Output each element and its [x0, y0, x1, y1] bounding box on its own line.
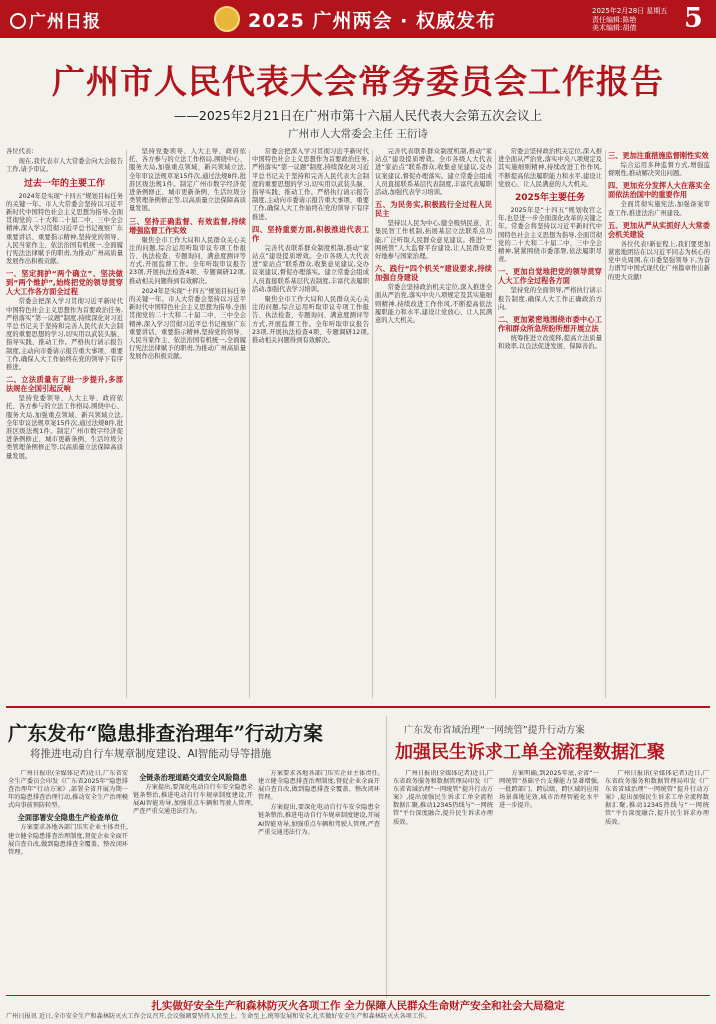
column-divider: [126, 150, 127, 698]
editor-credit: 责任编辑:陈艳: [592, 15, 637, 24]
greeting: 各位代表:: [6, 148, 34, 155]
bottom-story-title: 扎实做好安全生产和森林防灭火各项工作 全力保障人民群众生命财产安全和社会大局稳定: [151, 1000, 565, 1012]
body-paragraph: 方案提出,要深化电动自行车安全隐患全链条整治,推进电动自行车规章制度建设,开展AI智能劝导,加强重点车辆和驾驶人管理,严查严重交通违法行为。: [133, 784, 253, 816]
body-paragraph: 2025年是“十四五”规划收官之年,也是进一步全面深化改革的关键之年。常委会将坚持以习近平新时代中国特色社会主义思想为指导,全面贯彻党的二十大和二十届二中、三中全会精神,紧紧围绕市委部署,依法履职尽责。: [498, 207, 602, 264]
body-paragraph: 聚焦全市工作大局和人民群众关心关注的问题,综合运用听取审议专项工作报告、执法检查、专题询问、满意度测评等方式,开展监督工作。全年听取审议报告23项,开展执法检查4项、专题调研12项,推动相关问题得到有效解决。: [129, 236, 246, 285]
body-paragraph: 广州日报讯(全媒体记者)近日,广东省安全生产委员会印发《广东省2025年“隐患排查治理年”行动方案》,部署全省开展为期一年的隐患排查治理行动,推动安全生产治理模式向事前预防转型。: [8, 770, 128, 810]
story-left-column-2: [133, 770, 253, 995]
report-column-6: [608, 148, 710, 701]
body-paragraph: 综合运用多种监督方式,增强监督刚性,推动解决突出问题。: [608, 162, 710, 178]
story-left-column-3: [258, 770, 380, 995]
story-left-column-1: [8, 770, 128, 995]
subsection-heading: 四、坚持重要方面,积极推进代表工作: [252, 224, 369, 243]
designer-credit: 美术编辑:胡倩: [592, 24, 637, 32]
body-paragraph: 常委会坚持政治机关定位,深入推进全面从严治党,落实中央八项规定及其实施细则精神,持续改进工作作风,不断提高依法履职能力和水平,建设让党放心、让人民满意的人大机关。: [375, 284, 492, 325]
report-column-5: [498, 148, 602, 701]
masthead: [0, 0, 716, 38]
story-right-column-1: [393, 770, 493, 995]
subsection-heading: 五、更加从严从实抓好人大常委会机关建设: [608, 220, 710, 239]
emblem-icon: [214, 6, 240, 32]
report-column-2: [129, 148, 246, 701]
intro-paragraph: 现在,我代表市人大常委会向大会报告工作,请予审议。: [6, 158, 123, 174]
story-left-title: 广东发布“隐患排查治理年”行动方案: [8, 722, 323, 745]
bottom-story-text: 广州日报讯 近日,全市安全生产和森林防灭火工作会议召开,会议强调要坚持人民至上、生命至上,统筹发展和安全,扎实做好安全生产和森林防灭火各项工作。: [6, 1013, 431, 1020]
body-paragraph: 广州日报讯(全媒体记者)近日,广东省政务服务和数据管理局印发《广东省省域治理“一网统管”提升行动方案》,提出加强民生诉求工单全流程数据汇聚,推动12345热线与“一网统管”平台深度融合,提升民生诉求办理质效。: [605, 770, 709, 826]
column-divider: [249, 150, 250, 698]
subsection-heading: 三、坚持正确监督、有效监督,持续增强监督工作实效: [129, 216, 246, 235]
body-paragraph: 常委会把深入学习贯彻习近平新时代中国特色社会主义思想作为首要政治任务,严格落实“第一议题”制度,持续深化对习近平总书记关于坚持和完善人民代表大会制度的重要思想的学习,切实用以武装头脑、指导实践、推动工作。严格执行请示报告制度,主动向市委请示报告重大事项、重要工作,确保人大工作始终在党的领导下有序推进。: [252, 148, 369, 221]
story-right-kicker: 广东发布省域治理“一网统管”提升行动方案: [404, 725, 585, 736]
subsection-heading: 全面部署安全隐患生产检查单位: [17, 813, 119, 823]
subsection-heading: 二、立法质量有了进一步提升,多部法规在全国引起反响: [6, 375, 123, 394]
logo-icon: [10, 13, 26, 29]
body-paragraph: 坚持党委领导、人大主导、政府依托、各方参与的立法工作格局,围绕中心、服务大局,加强重点领域、新兴领域立法,全年审议法规草案15件次,通过法规8件,批准区级法规1件。制定广州市数字经济促进条例修正、城市更新条例、生活垃圾分类管理条例修正等,以高质量立法保障高质量发展。: [129, 148, 246, 213]
body-paragraph: 常委会把深入学习贯彻习近平新时代中国特色社会主义思想作为首要政治任务,严格落实“第一议题”制度,持续深化对习近平总书记关于坚持和完善人民代表大会制度的重要思想的学习,切实用以武装头脑、指导实践、推动工作。严格执行请示报告制度,主动向市委请示报告重大事项、重要工作,确保人大工作始终在党的领导下有序推进。: [6, 298, 123, 372]
section-banner: 2025 广州两会 · 权威发布: [248, 10, 496, 32]
body-paragraph: 聚焦全市工作大局和人民群众关心关注的问题,综合运用听取审议专项工作报告、执法检查、专题询问、满意度测评等方式,开展监督工作。全年听取审议报告23项,开展执法检查4项、专题调研12项,推动相关问题得到有效解决。: [252, 296, 369, 345]
issue-meta: [592, 7, 667, 33]
body-paragraph: 坚持党的全面领导,严格执行请示报告制度,确保人大工作正确政治方向。: [498, 287, 602, 311]
report-column-1: [6, 148, 123, 701]
body-paragraph: 各位代表!新征程上,我们要更加紧密地团结在以习近平同志为核心的党中央周围,在市委坚强领导下,为奋力谱写中国式现代化广州篇章作出新的更大贡献!: [608, 240, 710, 281]
report-column-3: [252, 148, 369, 701]
body-paragraph: 全面贯彻实施宪法,加强备案审查工作,推进法治广州建设。: [608, 201, 710, 217]
report-byline: 广州市人大常委会主任 王衍诗: [288, 128, 428, 140]
story-left-subtitle: 将推进电动自行车规章制度建设、AI智能动导等措施: [30, 748, 272, 760]
body-paragraph: 方案提出,要深化电动自行车安全隐患全链条整治,推进电动自行车规章制度建设,开展AI智能劝导,加强重点车辆和驾驶人管理,严查严重交通违法行为。: [258, 804, 380, 836]
body-paragraph: 方案要求各地各部门压实企业主体责任,建立健全隐患排查治理制度,督促企业全面开展自查自改,做到隐患排查全覆盖、整改闭环管理。: [8, 824, 128, 856]
section-heading: 2025年主要任务: [514, 193, 586, 204]
column-divider: [605, 150, 606, 698]
body-paragraph: 完善代表联系群众制度机制,推动“家站点”建设提质增效。全市各级人大代表进“家站点”联系群众,收集意见建议,交办议案建议,督促办理落实。建立常委会组成人员直接联系基层代表制度,丰富代表履职活动,加强代表学习培训。: [252, 244, 369, 293]
story-right-column-2: [499, 770, 599, 995]
story-divider: [386, 716, 387, 998]
subsection-heading: 三、更加注重措施监督刚性实效: [608, 151, 709, 160]
subsection-heading: 全链条治理道路交通安全风险隐患: [139, 773, 247, 782]
body-paragraph: 完善代表联系群众制度机制,推动“家站点”建设提质增效。全市各级人大代表进“家站点”联系群众,收集意见建议,交办议案建议,督促办理落实。建立常委会组成人员直接联系基层代表制度,丰富代表履职活动,加强代表学习培训。: [375, 148, 492, 197]
section-heading: 过去一年的主要工作: [23, 178, 105, 189]
issue-date: 2025年2月28日: [592, 7, 645, 15]
body-paragraph: 方案要求各地各部门压实企业主体责任,建立健全隐患排查治理制度,督促企业全面开展自查自改,做到隐患排查全覆盖、整改闭环管理。: [258, 770, 380, 802]
story-right-column-3: [605, 770, 709, 995]
subsection-heading: 五、为民务实,积极践行全过程人民民主: [375, 200, 492, 219]
report-column-4: [375, 148, 492, 701]
bottom-rule: [6, 995, 710, 996]
body-paragraph: 2024年是实现“十四五”规划目标任务的关键一年。市人大常委会坚持以习近平新时代中国特色社会主义思想为指导,全面贯彻党的二十大和二十届二中、三中全会精神,深入学习贯彻习近平总书记视察广东重要讲话、重要指示精神,坚持党的领导、人民当家作主、依法治国有机统一,全面履行宪法法律赋予的职责,为推动广州高质量发展作出积极贡献。: [129, 287, 246, 361]
body-paragraph: 统筹推进立改废释,提高立法质量和效率,以良法促进发展、保障善治。: [498, 335, 602, 351]
section-rule: [6, 706, 710, 708]
issue-weekday: 星期五: [646, 7, 668, 15]
report-headline: 广州市人民代表大会常务委员会工作报告: [52, 62, 664, 101]
subsection-heading: 六、践行“四个机关”建设要求,持续加强自身建设: [375, 264, 492, 283]
column-divider: [372, 150, 373, 698]
column-divider: [495, 150, 496, 698]
body-paragraph: 坚持党委领导、人大主导、政府依托、各方参与的立法工作格局,围绕中心、服务大局,加强重点领域、新兴领域立法,全年审议法规草案15件次,通过法规8件,批准区级法规1件。制定广州市数字经济促进条例修正、城市更新条例、生活垃圾分类管理条例修正等,以高质量立法保障高质量发展。: [6, 395, 123, 460]
subsection-heading: 二、更加紧密地围绕市委中心工作和群众所急所盼所想开展立法: [498, 315, 602, 334]
subsection-heading: 四、更加充分发挥人大在落实全面依法治国中的重要作用: [608, 181, 710, 200]
paper-name: 广州日报: [29, 12, 101, 32]
story-right-title: 加强民生诉求工单全流程数据汇聚: [395, 742, 665, 763]
body-paragraph: 常委会坚持政治机关定位,深入推进全面从严治党,落实中央八项规定及其实施细则精神,持续改进工作作风,不断提高依法履职能力和水平,建设让党放心、让人民满意的人大机关。: [498, 148, 602, 188]
body-paragraph: 2024年是实现“十四五”规划目标任务的关键一年。市人大常委会坚持以习近平新时代中国特色社会主义思想为指导,全面贯彻党的二十大和二十届二中、三中全会精神,深入学习贯彻习近平总书记视察广东重要讲话、重要指示精神,坚持党的领导、人民当家作主、依法治国有机统一,全面履行宪法法律赋予的职责,为推动广州高质量发展作出积极贡献。: [6, 192, 123, 266]
subsection-heading: 一、坚定拥护“两个确立”、坚决做到“两个维护”,始终把党的领导贯穿人大工作各方面全过程: [6, 269, 123, 297]
paper-logo: [10, 7, 101, 32]
subsection-heading: 一、更加自觉地把党的领导贯穿人大工作全过程各方面: [498, 267, 602, 286]
body-paragraph: 方案明确,到2025年底,全省“一网统管”基础平台支撑能力显著增强,一批跨部门、跨层级、跨区域的应用场景落地见效,城市治理智能化水平进一步提升。: [499, 770, 599, 810]
report-subhead: ——2025年2月21日在广州市第十六届人民代表大会第五次会议上: [173, 108, 543, 123]
page-number: 5: [684, 3, 703, 34]
body-paragraph: 广州日报讯(全媒体记者)近日,广东省政务服务和数据管理局印发《广东省省域治理“一网统管”提升行动方案》,提出加强民生诉求工单全流程数据汇聚,推动12345热线与“一网统管”平台深度融合,提升民生诉求办理质效。: [393, 770, 493, 826]
body-paragraph: 坚持以人民为中心,健全吸纳民意、汇集民智工作机制,拓展基层立法联系点功能,广泛听取人民群众意见建议。推进“一网统管”人大监督平台建设,让人民群众更好地参与国家治理。: [375, 220, 492, 261]
